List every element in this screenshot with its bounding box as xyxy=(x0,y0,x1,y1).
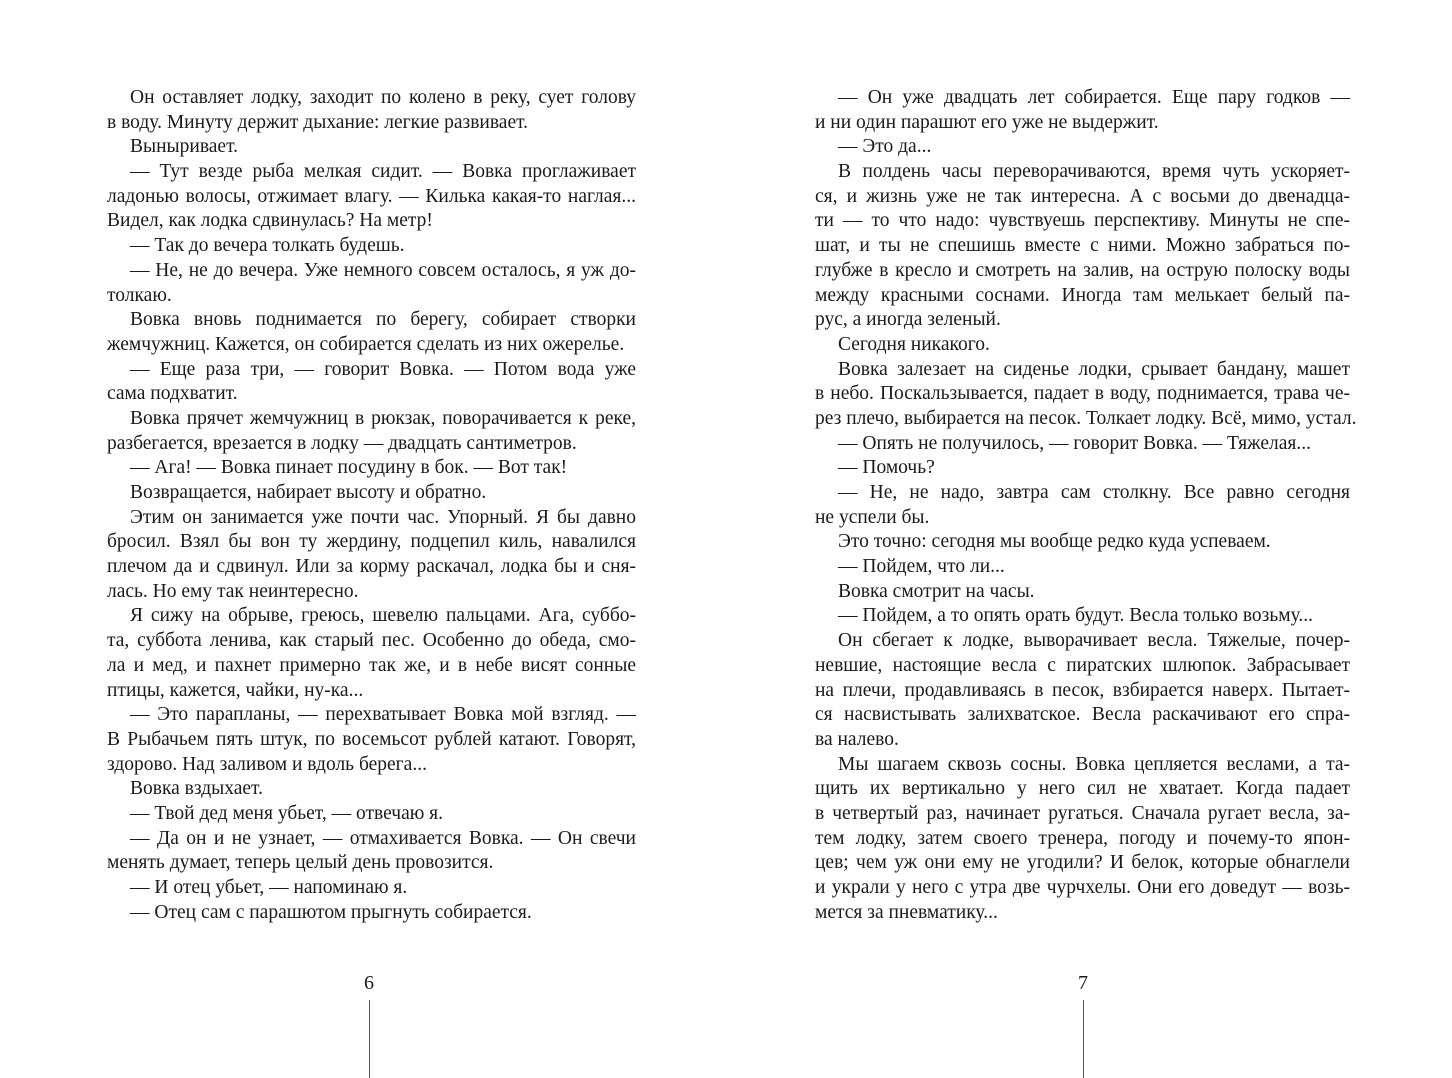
text-line: Он сбегает к лодке, выворачивает весла. Тяжелые, почер- xyxy=(838,630,1350,652)
paragraph xyxy=(107,481,636,506)
text-line: Сегодня никакого. xyxy=(838,333,990,355)
paragraph xyxy=(815,456,1350,481)
paragraph xyxy=(107,407,636,456)
text-line: здорово. Над заливом и вдоль берега... xyxy=(107,753,427,775)
paragraph xyxy=(107,308,636,357)
text-line: и украли у него с утра две чурчхелы. Они его доведут — возь- xyxy=(815,877,1350,898)
paragraph xyxy=(107,234,636,259)
text-line: птицы, кажется, чайки, ну-ка... xyxy=(107,679,364,701)
text-line: ладонью волосы, отжимает влагу. — Килька какая-то наглая... xyxy=(107,185,636,207)
text-line: сама подхватит. xyxy=(107,383,238,405)
text-line: Вовка вздыхает. xyxy=(130,778,263,800)
paragraph xyxy=(815,358,1357,432)
text-line: Возвращается, набирает высоту и обратно. xyxy=(130,482,487,503)
text-line: жемчужниц. Кажется, он собирается сделать из них ожерелье. xyxy=(107,333,625,355)
text-line: — Пойдем, а то опять орать будут. Весла только возьму... xyxy=(838,605,1314,627)
text-line: на плечи, продавливаясь в песок, взбирается наверх. Пытает- xyxy=(815,679,1350,701)
text-line: менять думает, теперь целый день провозится. xyxy=(107,852,494,874)
paragraph xyxy=(815,629,1350,752)
text-line: — И отец убьет, — напоминаю я. xyxy=(130,877,408,898)
text-line: — Помочь? xyxy=(838,457,935,479)
text-line: — Это да... xyxy=(838,136,932,158)
text-line: — Отец сам с парашютом прыгнуть собирается. xyxy=(130,901,532,923)
text-line: Я сижу на обрыве, греюсь, шевелю пальцами. Ага, суббо- xyxy=(130,605,636,627)
paragraph xyxy=(815,580,1350,605)
text-line: не успели бы. xyxy=(815,506,930,528)
paragraph xyxy=(107,456,636,481)
text-line: невшие, настоящие весла с пиратских шлюпок. Забрасывает xyxy=(815,654,1350,676)
text-line: — Не, не до вечера. Уже немного совсем осталось, я уж до- xyxy=(130,259,636,281)
text-line: бросил. Взял бы вон ту жердину, подцепил киль, навалился xyxy=(107,531,636,553)
paragraph xyxy=(107,358,636,407)
paragraph xyxy=(815,86,1350,135)
paragraph xyxy=(815,432,1350,457)
text-line: Вовка вновь поднимается по берегу, собирает створки xyxy=(130,309,636,331)
right-page-number: 7 xyxy=(1078,972,1088,994)
paragraph xyxy=(107,506,636,605)
text-line: — Тут везде рыба мелкая сидит. — Вовка проглаживает xyxy=(130,161,636,183)
paragraph xyxy=(815,604,1350,629)
text-line: Он оставляет лодку, заходит по колено в реку, сует голову xyxy=(130,87,636,108)
text-line: Вовка залезает на сиденье лодки, срывает бандану, машет xyxy=(838,358,1350,380)
text-line: цев; чем уж они ему не угодили? И белок, которые обнаглели xyxy=(815,852,1350,874)
text-line: рез плечо, выбирается на песок. Толкает лодку. Всё, мимо, устал. xyxy=(815,407,1357,429)
right-page-rule xyxy=(1083,1000,1084,1078)
text-line: в четвертый раз, начинает ругаться. Сначала ругает весла, за- xyxy=(815,802,1350,824)
paragraph xyxy=(107,86,636,135)
text-line: — Опять не получилось, — говорит Вовка. — Тяжелая... xyxy=(838,432,1311,454)
text-line: в воду. Минуту держит дыхание: легкие развивает. xyxy=(107,111,529,133)
text-line: — Это парапланы, — перехватывает Вовка мой взгляд. — xyxy=(130,704,636,726)
text-line: ти — то что надо: чувствуешь перспективу. Минуты не спе- xyxy=(815,210,1350,232)
text-line: Это точно: сегодня мы вообще редко куда успеваем. xyxy=(838,531,1271,553)
text-line: мется за пневматику... xyxy=(815,901,998,923)
paragraph xyxy=(107,901,636,926)
left-page-number: 6 xyxy=(364,972,374,994)
text-line: Мы шагаем сквозь сосны. Вовка цепляется веслами, а та- xyxy=(838,753,1350,775)
text-line: — Пойдем, что ли... xyxy=(838,556,1005,578)
text-line: рус, а иногда зеленый. xyxy=(815,309,1001,331)
text-line: ва налево. xyxy=(815,728,899,750)
text-line: — Не, не надо, завтра сам столкну. Все равно сегодня xyxy=(838,482,1350,503)
paragraph xyxy=(815,160,1350,333)
text-line: Этим он занимается уже почти час. Упорный. Я бы давно xyxy=(130,506,636,528)
left-page-rule xyxy=(369,1000,370,1078)
paragraph xyxy=(107,604,636,703)
paragraph xyxy=(107,703,636,777)
text-line: ся насвистывать залихватское. Весла раскачивают его спра- xyxy=(815,704,1350,726)
text-line: между красными соснами. Иногда там мелькает белый па- xyxy=(815,284,1350,306)
paragraph xyxy=(107,259,636,308)
text-line: — Твой дед меня убьет, — отвечаю я. xyxy=(130,802,444,824)
paragraph xyxy=(815,753,1350,926)
text-line: Выныривает. xyxy=(130,136,239,158)
right-page-text xyxy=(815,86,1357,925)
text-line: толкаю. xyxy=(107,284,172,306)
text-line: Видел, как лодка сдвинулась? На метр! xyxy=(107,210,433,232)
text-line: ся, и жизнь уже не так интересна. А с восьми до двенадца- xyxy=(815,185,1350,207)
text-line: — Ага! — Вовка пинает посудину в бок. — Вот так! xyxy=(130,457,568,479)
text-line: и ни один парашют его уже не выдержит. xyxy=(815,111,1159,133)
paragraph xyxy=(815,333,1350,358)
text-line: глубже в кресло и смотреть на залив, на острую полоску воды xyxy=(815,259,1350,281)
left-page-text xyxy=(107,86,636,925)
paragraph xyxy=(815,555,1350,580)
text-line: плечом да и сдвинул. Или за корму раскачал, лодка бы и сня- xyxy=(107,556,636,578)
text-line: лась. Но ему так неинтересно. xyxy=(107,580,359,602)
paragraph xyxy=(107,135,636,160)
paragraph xyxy=(107,827,636,876)
paragraph xyxy=(815,135,1350,160)
text-line: Вовка прячет жемчужниц в рюкзак, поворачивается к реке, xyxy=(130,407,636,429)
text-line: — Он уже двадцать лет собирается. Еще пару годков — xyxy=(838,87,1350,108)
text-line: — Еще раза три, — говорит Вовка. — Потом вода уже xyxy=(130,358,636,380)
paragraph xyxy=(107,160,636,234)
paragraph xyxy=(815,530,1350,555)
text-line: щить их вертикально у него сил не хватает. Когда падает xyxy=(815,778,1350,800)
text-line: — Так до вечера толкать будешь. xyxy=(130,235,405,257)
text-line: та, суббота ленива, как старый пес. Особенно до обеда, смо- xyxy=(107,630,636,652)
paragraph xyxy=(107,777,636,802)
text-line: В полдень часы переворачиваются, время чуть ускоряет- xyxy=(838,161,1350,183)
text-line: В Рыбачьем пять штук, по восемьсот рублей катают. Говорят, xyxy=(107,728,636,750)
paragraph xyxy=(107,876,636,901)
text-line: в небо. Поскальзывается, падает в воду, поднимается, трава че- xyxy=(815,383,1350,405)
text-line: ла и мед, и пахнет примерно так же, и в небе висят сонные xyxy=(107,654,636,676)
paragraph xyxy=(815,481,1350,530)
text-line: разбегается, врезается в лодку — двадцать сантиметров. xyxy=(107,432,577,454)
text-line: — Да он и не узнает, — отмахивается Вовка. — Он свечи xyxy=(130,827,636,849)
text-line: шат, и ты не спешишь вместе с ними. Можно забраться по- xyxy=(815,235,1350,257)
paragraph xyxy=(107,802,636,827)
text-line: тем лодку, затем своего тренера, погоду и почему-то япон- xyxy=(815,827,1350,849)
text-line: Вовка смотрит на часы. xyxy=(838,580,1035,602)
